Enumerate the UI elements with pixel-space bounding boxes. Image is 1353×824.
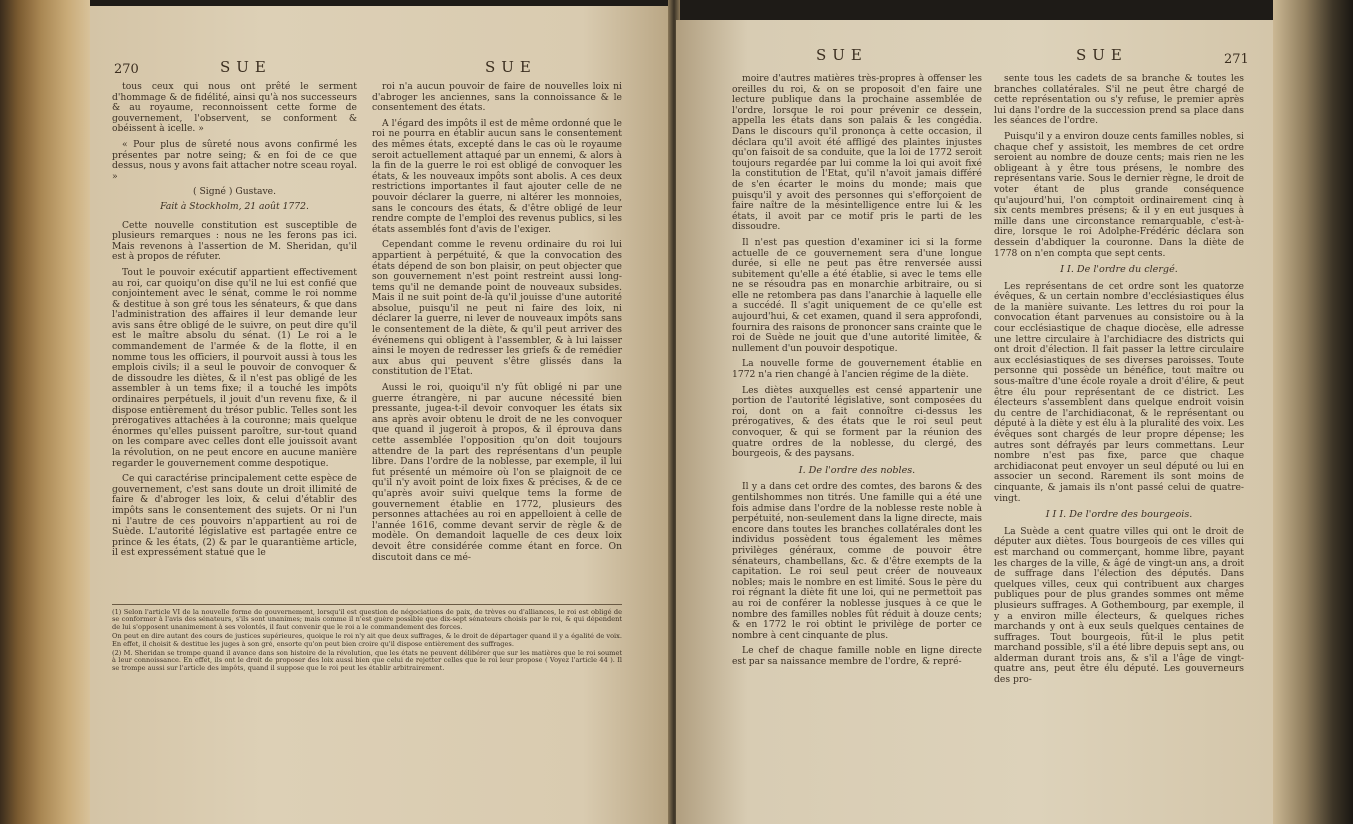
- right-column-1: [732, 74, 982, 672]
- section-heading: I I. De l'ordre du clergé.: [1060, 264, 1178, 276]
- paragraph: « Pour plus de sûreté nous avons confirmé les présentes par notre seing; & en foi de ce que dessus, nous y avons fait attacher notre sceau royal. »: [112, 138, 357, 182]
- paragraph: roi n'a aucun pouvoir de faire de nouvelles loix ni d'abroger les anciennes, sans la connoissance & le consentement des états.: [372, 81, 622, 114]
- running-head-right-col1: SUE: [816, 46, 868, 64]
- paragraph: Il y a dans cet ordre des comtes, des barons & des gentilshommes non titrés. Une famille qui a été une fois admise dans l'ordre de la noblesse reste noble à perpétuité, non-seulement dans la ligne directe, mais encore dans toutes les branches collatérales dont les individus possèdent tous également les mêmes privilèges généraux, comme de pouvoir être sénateurs, chambellans, &c. & d'être exempts de la capitation. Le roi seul peut créer de nouveaux nobles; mais le nombre en est limité. Sous le père du roi régnant la diète fit une loi, qui ne permettoit pas au roi de conférer la noblesse jusques à ce que le nombre des familles nobles fût réduit à douze cents; & en 1772 le roi obtint le privilège de porter ce nombre à cent cinquante de plus.: [732, 481, 982, 641]
- signature-line: ( Signé ) Gustave.: [192, 186, 277, 198]
- paragraph: Le chef de chaque famille noble en ligne directe est par sa naissance membre de l'ordre, & repré-: [732, 645, 982, 667]
- page-number-right: 271: [1224, 52, 1249, 67]
- paragraph: A l'égard des impôts il est de même ordonné que le roi ne pourra en établir aucun sans le consentement des mêmes états, excepté dans le cas où le royaume seroit actuellement attaqué par un ennemi, & alors à la fin de la guerre le roi est obligé de convoquer les états, & les nouveaux impôts sont abolis. A ces deux restrictions importantes il faut ajouter celle de ne pouvoir déclarer la guerre, ni altérer les monnoies, sans le concours des états, & d'être obligé de leur rendre compte de l'emploi des revenus publics, si les états assemblés font d'avis de l'exiger.: [372, 117, 622, 235]
- paragraph: La Suède a cent quatre villes qui ont le droit de députer aux diètes. Tous bourgeois de ces villes qui est marchand ou commerçant, homme libre, payant les charges de la ville, & âgé de vingt-un ans, a droit de suffrage dans l'élection des députés. Dans quelques villes, ceux qui contribuent aux charges publiques pour de plus grandes sommes ont même plusieurs suffrages. A Gothembourg, par exemple, il y a environ mille électeurs, & quelques riches marchands y ont à eux seuls quelques centaines de suffrages. Tout bourgeois, fût-il le plus petit marchand possible, s'il a été libre depuis sept ans, ou alderman durant trois ans, & s'il a l'âge de vingt-quatre ans, peut être élu député. Les gouverneurs des pro-: [994, 525, 1244, 686]
- footnote-rule: [112, 604, 622, 605]
- paragraph: tous ceux qui nous ont prêté le serment d'hommage & de fidélité, ainsi qu'à nos successeurs & au royaume, reconnoissent cette forme de gouvernement, l'observent, se conforment & obéissent à icelle. »: [112, 81, 357, 135]
- paragraph: Les représentans de cet ordre sont les quatorze évêques, & un certain nombre d'ecclésiastiques élus de la manière suivante. Les lettres du roi pour la convocation étant parvenues au consistoire ou à la cour ecclésiastique de chaque diocèse, elle adresse une lettre circulaire à l'archidiacre des districts qui ont droit d'élection. Il fait passer la lettre circulaire aux ecclésiastiques de ses diverses paroisses. Toute personne qui possède un bénéfice, tout maître ou sous-maître d'une école royale a droit d'élire, & peut être élu pour représentant de ce district. Les électeurs s'assemblent dans quelque endroit voisin du centre de l'archidiaconat, & le représentant ou député à la diète y est élu à la pluralité des voix. Les évêques sont chargés de leur propre dépense; les autres sont défrayés par leurs commettans. Leur nombre n'est pas fixe, parce que chaque archidiaconat peut envoyer un seul député ou lui en associer un second. Rarement ils sont moins de cinquante, & jamais ils n'ont passé celui de quatre-vingt.: [994, 280, 1244, 504]
- paragraph: moire d'autres matières très-propres à offenser les oreilles du roi, & on se proposoit d'en faire une lecture publique dans la prochaine assemblée de l'ordre, lorsque le roi pour prévenir ce dessein, appella les états dans son palais & les congédia. Dans le discours qu'il prononça à cette occasion, il déclara qu'il avoit été affligé des plaintes injustes qu'on faisoit de sa conduite, que la loi de 1772 seroit toujours regardée par lui comme la loi qui avoit fixé la constitution de l'Etat, qu'il n'avoit jamais différé de s'en écarter le moins du monde; mais que puisqu'il y avoit des personnes qui s'efforçoient de faire naître de la mésintelligence entre lui & les états, il avoit par ce motif pris le parti de les dissoudre.: [732, 73, 982, 233]
- left-page-edges: [0, 0, 90, 824]
- paragraph: Puisqu'il y a environ douze cents familles nobles, si chaque chef y assistoit, les membres de cet ordre seroient au nombre de douze cents; mais rien ne les obligeant à y être tous présens, le nombre des représentans varie. Sous le dernier règne, le droit de voter étant de plus grande conséquence qu'aujourd'hui, l'on comptoit ordinairement cinq à six cents membres présens; & il y en eut jusques à mille dans une circonstance remarquable, c'est-à-dire, lorsque le roi Adolphe-Frédéric déclara son dessein d'abdiquer la couronne. Dans la diète de 1778 on n'en compta que sept cents.: [994, 130, 1244, 259]
- left-page: [90, 6, 670, 824]
- paragraph: Cette nouvelle constitution est susceptible de plusieurs remarques : nous ne les ferons pas ici. Mais revenons à l'assertion de M. Sheridan, qu'il est à propos de réfuter.: [112, 219, 357, 263]
- running-head-left-col1: SUE: [220, 58, 272, 76]
- footnote: (2) M. Sheridan se trompe quand il avance dans son histoire de la révolution, que les états ne peuvent délibérer que sur les matières que le roi soumet à leur connoissance. En effet, ils ont le droit de proposer des loix aussi bien que celui de rejetter celles que le roi leur propose ( Voyez l'article 44 ). Il se trompe aussi sur l'article des impôts, quand il suppose que le roi peut les établir arbitrairement.: [112, 649, 622, 672]
- paragraph: Il n'est pas question d'examiner ici si la forme actuelle de ce gouvernement sera d'une longue durée, si elle ne peut pas être renversée aussi subitement qu'elle a été établie, si avec le tems elle ne se résoudra pas en monarchie arbitraire, ou si elle ne retombera pas dans l'anarchie à laquelle elle a succédé. Il s'agit uniquement de ce qu'elle est aujourd'hui, & cet examen, quand il sera approfondi, fournira des raisons de prononcer sans crainte que le roi de Suède ne jouit que d'une autorité limitée, & nullement d'un pouvoir despotique.: [732, 236, 982, 354]
- footnote: On peut en dire autant des cours de justices supérieures, quoique le roi n'y ait que deux suffrages, & le droit de départager quand il y a égalité de voix. En effet, il choisit & destitue les juges à son gré, ensorte qu'on peut bien croire qu'il dispose entièrement des suffrages.: [112, 632, 622, 648]
- paragraph: Tout le pouvoir exécutif appartient effectivement au roi, car quoiqu'on dise qu'il ne lui est confié que conjointement avec le sénat, comme le roi nomme & destitue à son gré tous les sénateurs, & que dans l'administration des affaires il leur demande leur avis sans être obligé de le suivre, on peut dire qu'il est le maître absolu du sénat. (1) Le roi a le commandement de l'armée & de la flotte, il en nomme tous les officiers, il pourvoit aussi à tous les emplois civils; il a seul le pouvoir de convoquer & de dissoudre les diètes, & il n'est pas obligé de les assembler à un tems fixe; il a touché les impôts ordinaires perpétuels, il jouit d'un revenu fixe, & il dispose entièrement du trésor public. Telles sont les prérogatives attachées à la couronne; mais quelque énormes qu'elles puissent paroître, sur-tout quand on les compare avec celles dont elle jouissoit avant la révolution, on ne peut encore en aucune manière regarder le gouvernement comme despotique.: [112, 266, 357, 469]
- paragraph: Cependant comme le revenu ordinaire du roi lui appartient à perpétuité, & que la convocation des états dépend de son bon plaisir, on peut objecter que son gouvernement n'est point restreint aussi long-tems qu'il ne demande point de nouveaux subsides. Mais il ne suit point de-là qu'il jouisse d'une autorité absolue, puisqu'il ne peut ni faire des loix, ni déclarer la guerre, ni lever de nouveaux impôts sans le consentement de la diète, & qu'il peut arriver des événemens qui obligent à l'assembler, & à lui laisser ainsi le moyen de redresser les griefs & de remédier aux abus qui peuvent s'être glissés dans la constitution de l'Etat.: [372, 239, 622, 378]
- footnote: (1) Selon l'article VI de la nouvelle forme de gouvernement, lorsqu'il est question de négociations de paix, de trèves ou d'alliances, le roi est obligé de se conformer à l'avis des sénateurs, s'ils sont unanimes; mais comme il n'est guère possible que dix-sept sénateurs choisis par le roi, & qui dépendent de lui s'opposent unanimement à ses volontés, il faut convenir que le roi a le commandement des forces.: [112, 608, 622, 631]
- left-column-1: [112, 82, 357, 564]
- section-heading: I. De l'ordre des nobles.: [798, 464, 916, 476]
- footnotes: [112, 609, 622, 674]
- paragraph: Aussi le roi, quoiqu'il n'y fût obligé ni par une guerre étrangère, ni par aucune nécessité bien pressante, jugea-t-il devoir convoquer les états six ans après avoir obtenu le droit de ne les convoquer que quand il jugeroit à propos, & il éprouva dans cette assemblée l'opposition qu'on doit toujours attendre de la part des représentans d'un peuple libre. Dans l'ordre de la noblesse, par exemple, il lui fut présenté un mémoire où l'on se plaignoit de ce qu'il n'y avoit point de loix fixes & précises, & de ce qu'après avoir suivi quelque tems la forme de gouvernement établie en 1772, plusieurs des personnes attachées au roi en appelloient à celle de l'année 1616, comme devant servir de règle & de modèle. On demandoit laquelle de ces deux loix devoit être considérée comme étant en force. On discutoit dans ce mé-: [372, 382, 622, 563]
- paragraph: Les diètes auxquelles est censé appartenir une portion de l'autorité législative, sont composées du roi, dont on a fait connoître ci-dessus les prérogatives, & des états que le roi seul peut convoquer, & qui se forment par la réunion des quatre ordres de la noblesse, du clergé, des bourgeois, & des paysans.: [732, 384, 982, 460]
- page-number-left: 270: [114, 62, 139, 77]
- section-heading: I I I. De l'ordre des bourgeois.: [1045, 509, 1193, 521]
- right-column-2: [994, 74, 1244, 691]
- right-page-edges: [1273, 0, 1353, 824]
- paragraph: Ce qui caractérise principalement cette espèce de gouvernement, c'est sans doute un droit illimité de faire & d'abroger les loix, & celui d'établir des impôts sans le consentement des sujets. Or ni l'un ni l'autre de ces pouvoirs n'appartient au roi de Suède. L'autorité législative est partagée entre ce prince & les états, (2) & par le quarantième article, il est expressément statué que le: [112, 473, 357, 559]
- left-column-2: [372, 82, 622, 568]
- paragraph: La nouvelle forme de gouvernement établie en 1772 n'a rien changé à l'ancien régime de la diète.: [732, 358, 982, 381]
- dateline: Fait à Stockholm, 21 août 1772.: [160, 200, 309, 212]
- running-head-right-col2: SUE: [1076, 46, 1128, 64]
- running-head-left-col2: SUE: [485, 58, 537, 76]
- paragraph: sente tous les cadets de sa branche & toutes les branches collatérales. S'il ne peut être chargé de cette représentation ou s'y refuse, le premier après lui dans l'ordre de la succession prend sa place dans les séances de l'ordre.: [994, 73, 1244, 127]
- right-page: [676, 20, 1273, 824]
